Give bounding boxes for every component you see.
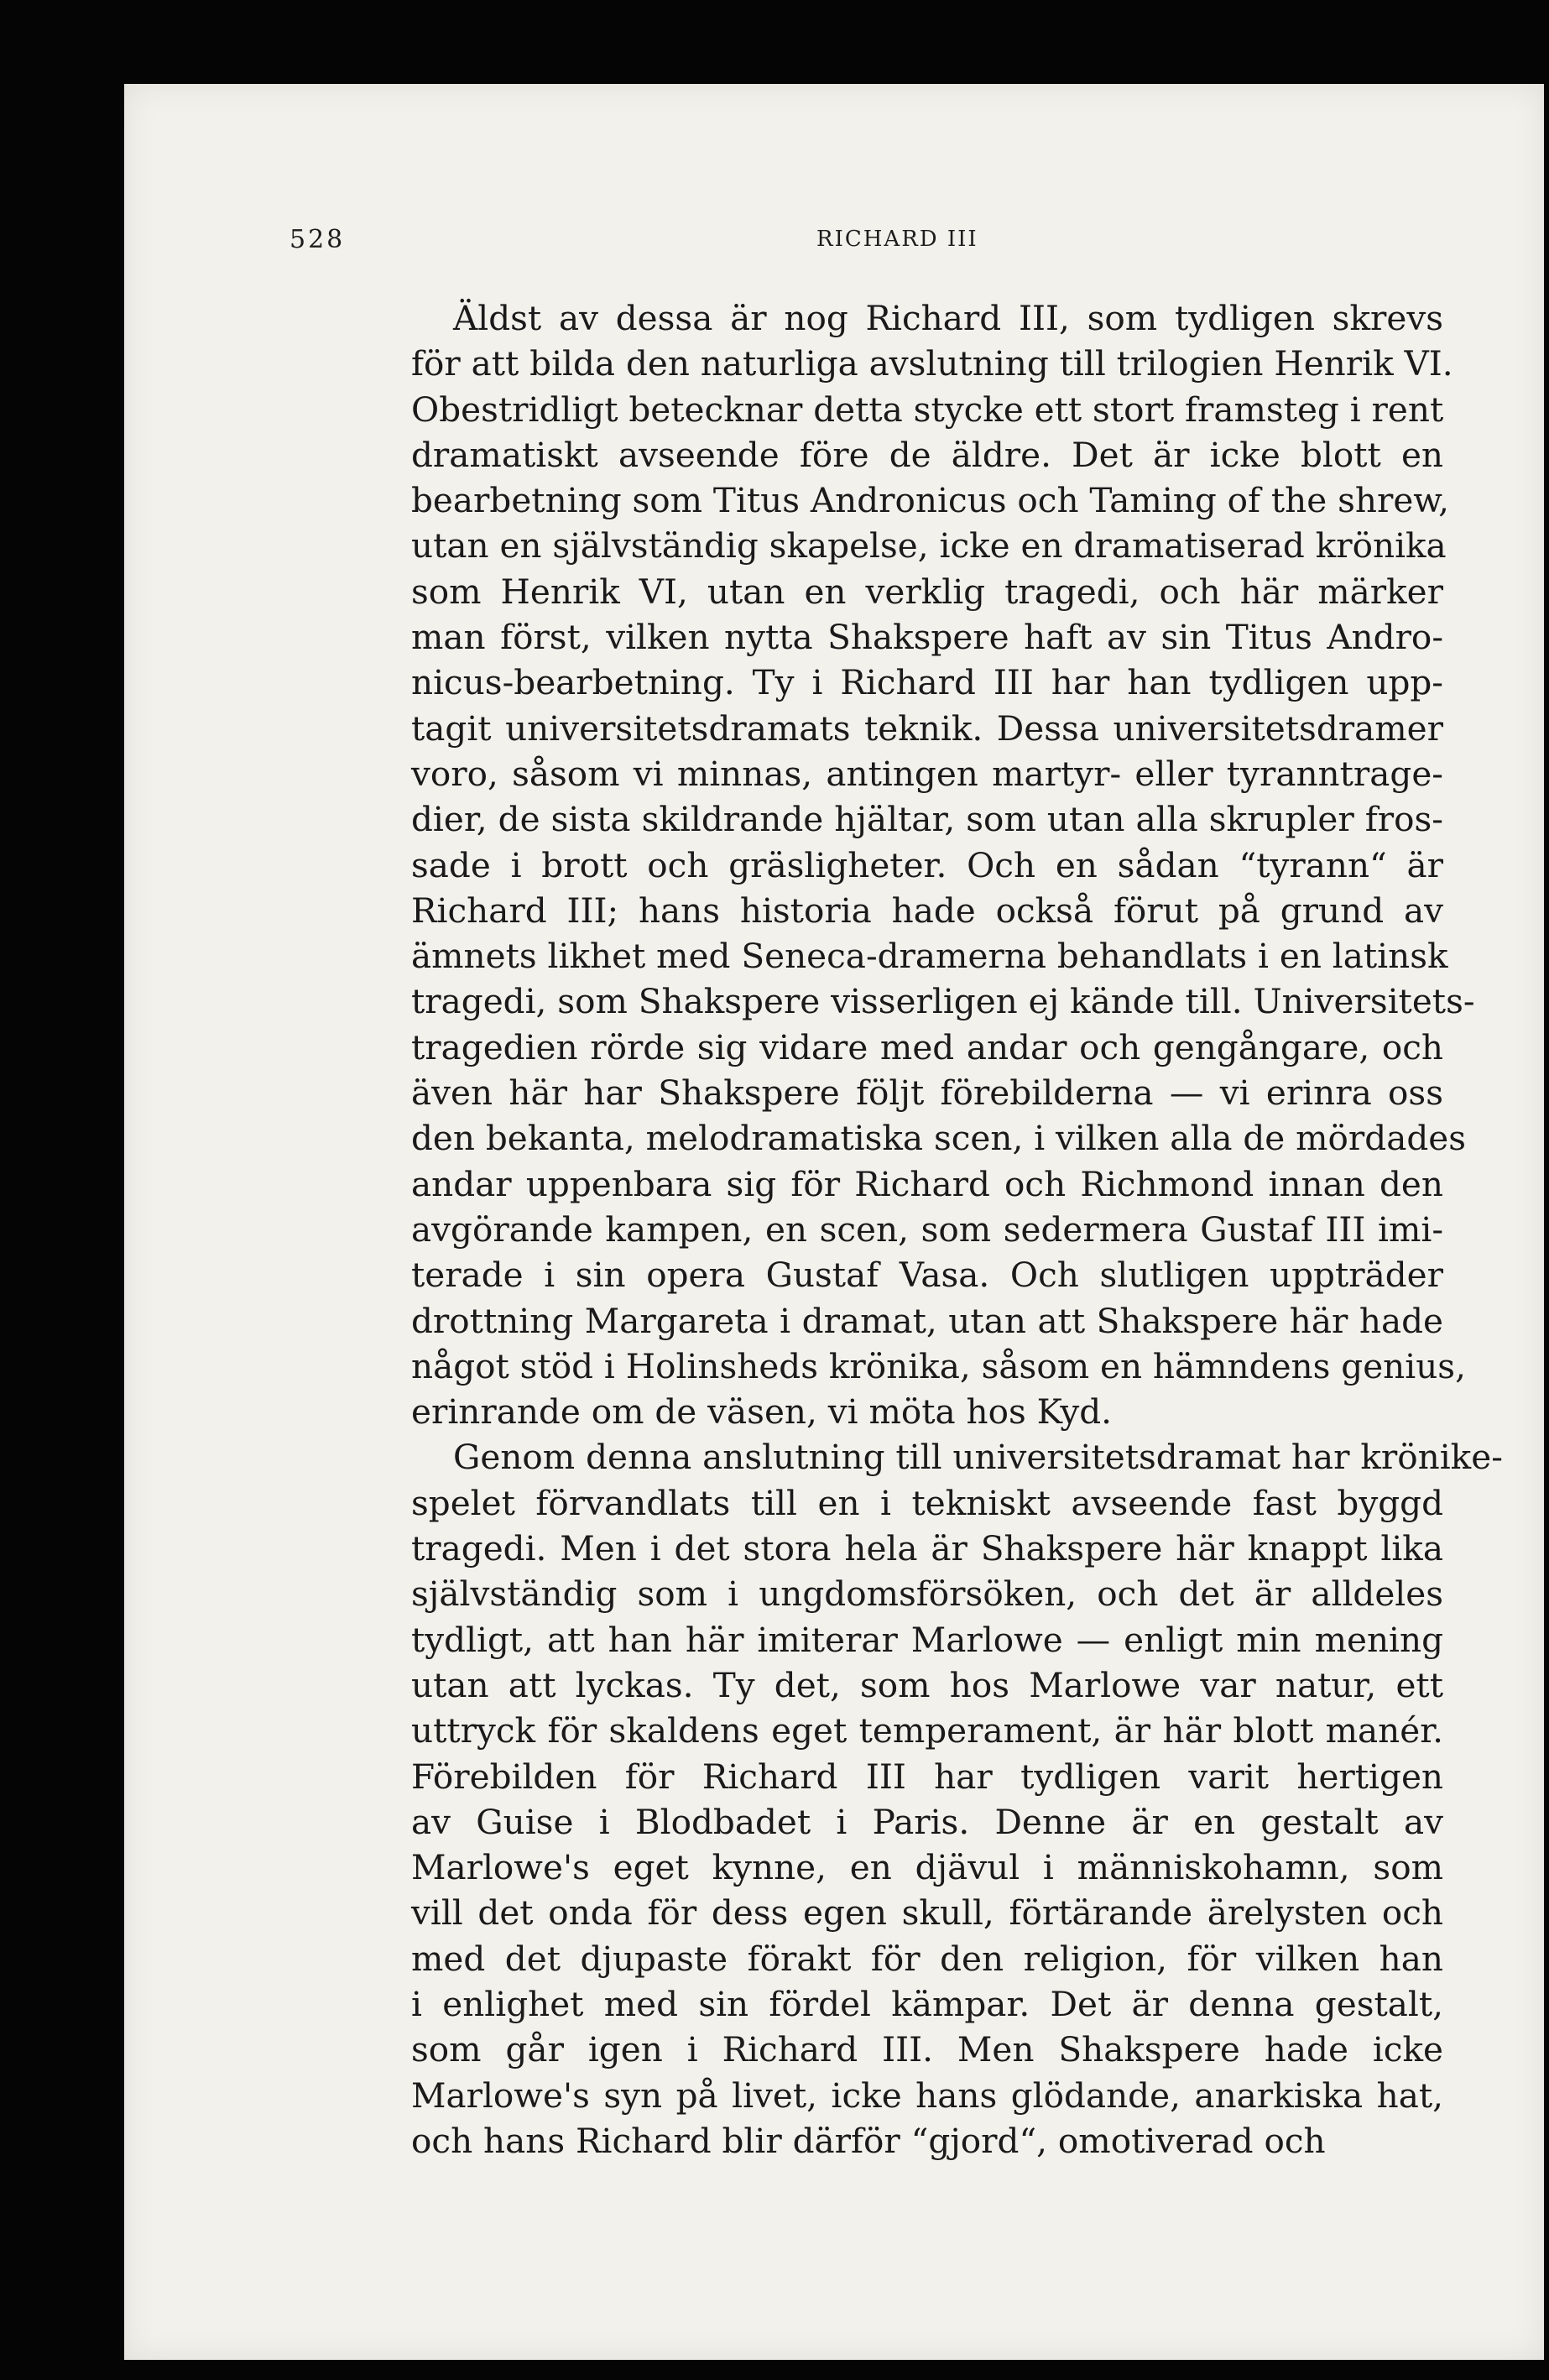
text-line: Marlowe's syn på livet, icke hans glödande, anarkiska hat, <box>411 2075 1443 2116</box>
text-line: terade i sin opera Gustaf Vasa. Och slutligen uppträder <box>411 1255 1443 1296</box>
text-line: tagit universitetsdramats teknik. Dessa universitetsdramer <box>411 707 1443 749</box>
text-line: bearbetning som Titus Andronicus och Taming of the shrew, <box>411 480 1450 521</box>
text-line: den bekanta, melodramatiska scen, i vilken alla de mördades <box>411 1118 1467 1159</box>
running-head: RICHARD III <box>816 227 978 252</box>
text-line: något stöd i Holinsheds krönika, såsom en hämndens genius, <box>411 1345 1466 1386</box>
text-line: tragedi, som Shakspere visserligen ej kände till. Universitets- <box>411 981 1475 1022</box>
text-line: självständig som i ungdomsförsöken, och det är alldeles <box>411 1574 1443 1615</box>
text-line: ämnets likhet med Seneca-dramerna behandlats i en latinsk <box>411 936 1448 977</box>
text-line: erinrande om de väsen, vi möta hos Kyd. <box>411 1391 1113 1433</box>
text-line: voro, såsom vi minnas, antingen martyr- eller tyranntrage- <box>411 753 1443 794</box>
text-line: drottning Margareta i dramat, utan att Shakspere här hade <box>411 1300 1443 1341</box>
text-line: andar uppenbara sig för Richard och Richmond innan den <box>411 1163 1443 1204</box>
text-line: utan en självständig skapelse, icke en dramatiserad krönika <box>411 525 1447 566</box>
text-line: och hans Richard blir därför “gjord“, omotiverad och <box>411 2120 1326 2161</box>
body-text <box>411 295 1503 2163</box>
text-line: man först, vilken nytta Shakspere haft av sin Titus Andro- <box>411 617 1443 658</box>
text-line: spelet förvandlats till en i tekniskt avseende fast byggd <box>411 1482 1443 1523</box>
text-line: dramatiskt avseende före de äldre. Det är icke blott en <box>411 434 1443 475</box>
page-header <box>289 225 1435 258</box>
paragraph <box>411 1434 1503 2163</box>
text-line: tydligt, att han här imiterar Marlowe — enligt min mening <box>411 1619 1443 1660</box>
text-line: vill det onda för dess egen skull, förtärande ärelysten och <box>411 1892 1443 1934</box>
text-line: dier, de sista skildrande hjältar, som utan alla skrupler fros- <box>411 799 1443 840</box>
text-line: Förebilden för Richard III har tydligen varit hertigen <box>411 1756 1443 1797</box>
text-line: som går igen i Richard III. Men Shakspere hade icke <box>411 2029 1443 2070</box>
text-line: som Henrik VI, utan en verklig tragedi, och här märker <box>411 571 1443 612</box>
text-line: med det djupaste förakt för den religion, för vilken han <box>411 1938 1443 1979</box>
text-line: tragedien rörde sig vidare med andar och gengångare, och <box>411 1026 1443 1067</box>
text-line: i enlighet med sin fördel kämpar. Det är denna gestalt, <box>411 1983 1443 2024</box>
text-line: även här har Shakspere följt förebilderna — vi erinra oss <box>411 1073 1443 1114</box>
text-line: för att bilda den naturliga avslutning till trilogien Henrik VI. <box>411 343 1453 384</box>
text-line: tragedi. Men i det stora hela är Shakspere här knappt lika <box>411 1528 1443 1569</box>
text-line: Äldst av dessa är nog Richard III, som tydligen skrevs <box>453 298 1443 338</box>
text-line: uttryck för skaldens eget temperament, är här blott manér. <box>411 1710 1443 1751</box>
text-line: sade i brott och gräsligheter. Och en sådan “tyrann“ är <box>411 844 1443 885</box>
text-line: av Guise i Blodbadet i Paris. Denne är en gestalt av <box>411 1801 1443 1842</box>
paragraph <box>411 295 1475 1434</box>
page-number: 528 <box>289 225 346 254</box>
text-line: Richard III; hans historia hade också förut på grund av <box>411 890 1443 931</box>
text-line: Genom denna anslutning till universitetsdramat har krönike- <box>453 1437 1503 1478</box>
text-line: avgörande kampen, en scen, som sedermera Gustaf III imi- <box>411 1208 1443 1250</box>
text-line: Obestridligt betecknar detta stycke ett stort framsteg i rent <box>411 389 1444 430</box>
text-line: nicus-bearbetning. Ty i Richard III har han tydligen upp- <box>411 662 1443 703</box>
text-line: utan att lyckas. Ty det, som hos Marlowe var natur, ett <box>411 1664 1443 1705</box>
text-line: Marlowe's eget kynne, en djävul i människohamn, som <box>411 1847 1443 1888</box>
